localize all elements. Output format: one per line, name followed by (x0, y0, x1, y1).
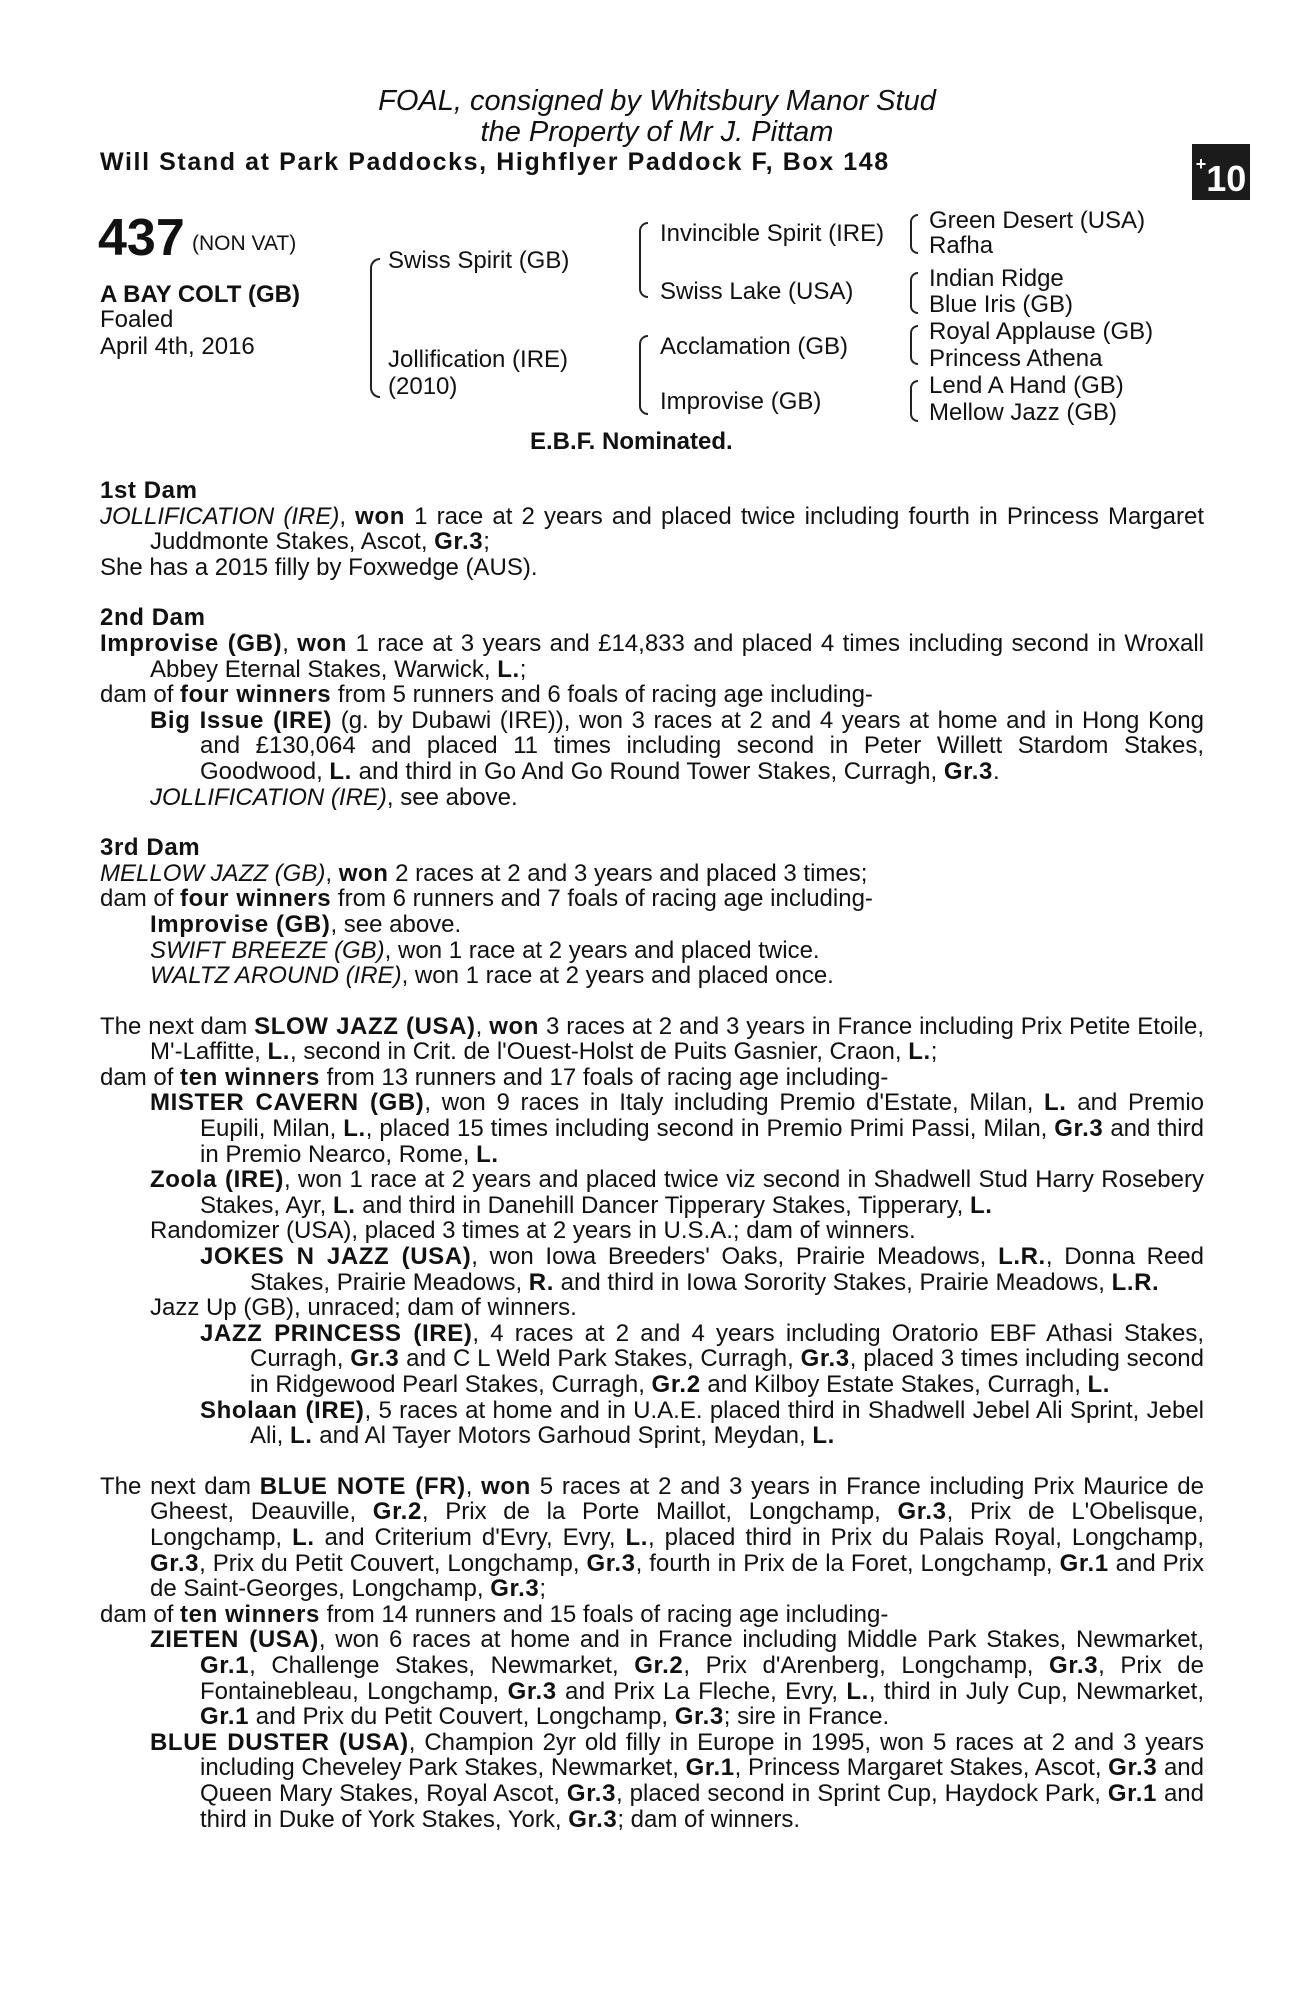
pedigree-dam: Jollification (IRE) (388, 346, 569, 373)
first-dam-heading: 1st Dam (100, 477, 198, 504)
pedigree-sss: Green Desert (USA) (929, 207, 1146, 234)
pedigree-sire: Swiss Spirit (GB) (388, 247, 570, 274)
pedigree-sdd: Blue Iris (GB) (929, 291, 1074, 318)
property-line: the Property of Mr J. Pittam (480, 116, 834, 148)
foaled-label: Foaled (100, 306, 174, 333)
pedigree-ssd: Rafha (929, 232, 994, 259)
pedigree-ddd: Mellow Jazz (GB) (929, 399, 1118, 426)
third-dam-produce: dam of four winners from 6 runners and 7 foals of racing age including- (100, 885, 873, 913)
produce-zieten: ZIETEN (USA), won 6 races at home and in France including Middle Park Stakes, Newmarket, Gr.1, Challenge Stakes, Newmarket, Gr.2, Prix d'Arenberg, Longchamp, Gr.3, Prix de Fontainebleau, Longchamp, Gr.3 and Prix La Fleche, Evry, L., third in July Cup, Newmarket, Gr.1 and Prix du Petit Couvert, Longchamp, Gr.3; sire in France. (150, 1626, 1205, 1731)
lot-number: 437 (98, 209, 185, 267)
blue-note-record: The next dam BLUE NOTE (FR), won 5 races at 2 and 3 years in France including Prix Maurice de Gheest, Deauville, Gr.2, Prix de la Porte Maillot, Longchamp, Gr.3, Prix de L'Obelisque, Longchamp, L. and Criterium d'Evry, Evry, L., placed third in Prix du Palais Royal, Longchamp, Gr.3, Prix du Petit Couvert, Longchamp, Gr.3, fourth in Prix de la Foret, Longchamp, Gr.1 and Prix de Saint-Georges, Longchamp, Gr.3; (100, 1472, 1205, 1603)
pedigree-dsd: Princess Athena (929, 345, 1103, 372)
slow-jazz-produce: dam of ten winners from 13 runners and 17 foals of racing age including- (100, 1063, 889, 1091)
produce-swift-breeze: SWIFT BREEZE (GB), won 1 race at 2 years and placed twice. (150, 936, 820, 964)
slow-jazz-record: The next dam SLOW JAZZ (USA), won 3 races at 2 and 3 years in France including Prix Petite Etoile, M'-Laffitte, L., second in Crit. de l'Ouest-Holst de Puits Gasnier, Craon, L.; (100, 1012, 1204, 1066)
brace-sd (910, 272, 918, 314)
foaled-date: April 4th, 2016 (100, 333, 255, 360)
produce-improvise: Improvise (GB), see above. (150, 910, 462, 938)
pedigree-sds: Indian Ridge (929, 265, 1064, 292)
stand-location: Will Stand at Park Paddocks, Highflyer Paddock F, Box 148 (100, 148, 890, 176)
consignor-line: FOAL, consigned by Whitsbury Manor Stud (378, 85, 936, 117)
pedigree-ds: Acclamation (GB) (660, 333, 849, 360)
badge-plus: + (1195, 154, 1207, 174)
brace-dd (910, 380, 918, 422)
second-dam-record: Improvise (GB), won 1 race at 3 years and £14,833 and placed 4 times including second in Wroxall Abbey Eternal Stakes, Warwick, L.; (100, 629, 1205, 683)
brace-ss (910, 214, 918, 254)
catalogue-body (100, 478, 1204, 1832)
second-dam-heading: 2nd Dam (100, 604, 206, 632)
second-dam-produce: dam of four winners from 5 runners and 6 foals of racing age including- (100, 681, 873, 709)
produce-randomizer: Randomizer (USA), placed 3 times at 2 years in U.S.A.; dam of winners. (150, 1217, 916, 1245)
produce-sholaan: Sholaan (IRE), 5 races at home and in U.A.E. placed third in Shadwell Jebel Ali Sprint, Jebel Ali, L. and Al Tayer Motors Garhoud Sprint, Meydan, L. (200, 1396, 1205, 1450)
produce-jollification: JOLLIFICATION (IRE), see above. (150, 783, 518, 811)
brace-sire (639, 222, 648, 298)
first-dam-foal: She has a 2015 filly by Foxwedge (AUS). (100, 553, 538, 581)
produce-mister-cavern: MISTER CAVERN (GB), won 9 races in Italy including Premio d'Estate, Milan, L. and Premio Eupili, Milan, L., placed 15 times including second in Premio Primi Passi, Milan, Gr.3 and third in Premio Nearco, Rome, L. (150, 1089, 1205, 1168)
first-dam-record: JOLLIFICATION (IRE), won 1 race at 2 years and placed twice including fourth in Princess Margaret Juddmonte Stakes, Ascot, Gr.3; (100, 502, 1205, 556)
produce-waltz-around: WALTZ AROUND (IRE), won 1 race at 2 years and placed once. (150, 962, 834, 990)
vat-status: (NON VAT) (192, 232, 297, 255)
pedigree-dd: Improvise (GB) (660, 388, 822, 415)
third-dam-record: MELLOW JAZZ (GB), won 2 races at 2 and 3 years and placed 3 times; (100, 859, 868, 887)
third-dam-heading: 3rd Dam (100, 834, 201, 862)
pedigree-dam-year: (2010) (388, 373, 458, 400)
blue-note-produce: dam of ten winners from 14 runners and 15 foals of racing age including- (100, 1600, 889, 1628)
pedigree-sd: Swiss Lake (USA) (660, 278, 854, 305)
lot-name: A BAY COLT (GB) (100, 281, 301, 308)
produce-big-issue: Big Issue (IRE) (g. by Dubawi (IRE)), won 3 races at 2 and 4 years at home and in Hong Kong and £130,064 and placed 11 times including second in Peter Willett Stardom Stakes, Goodwood, L. and third in Go And Go Round Tower Stakes, Curragh, Gr.3. (150, 706, 1205, 785)
pedigree-ss: Invincible Spirit (IRE) (660, 220, 885, 247)
pedigree-dds: Lend A Hand (GB) (929, 372, 1124, 399)
brace-parents (370, 258, 380, 398)
pedigree-dss: Royal Applause (GB) (929, 318, 1154, 345)
produce-zoola: Zoola (IRE), won 1 race at 2 years and placed twice viz second in Shadwell Stud Harry Rosebery Stakes, Ayr, L. and third in Danehill Dancer Tipperary Stakes, Tipperary, L. (150, 1166, 1204, 1219)
ebf-nominated: E.B.F. Nominated. (530, 428, 733, 455)
lot-badge (1192, 144, 1250, 200)
brace-ds (910, 325, 918, 365)
badge-number: 10 (1206, 158, 1247, 199)
produce-jazz-up: Jazz Up (GB), unraced; dam of winners. (150, 1294, 577, 1322)
brace-dam (639, 335, 648, 415)
produce-jokes-n-jazz: JOKES N JAZZ (USA), won Iowa Breeders' Oaks, Prairie Meadows, L.R., Donna Reed Stakes, Prairie Meadows, R. and third in Iowa Sorority Stakes, Prairie Meadows, L.R. (200, 1243, 1205, 1296)
produce-blue-duster: BLUE DUSTER (USA), Champion 2yr old filly in Europe in 1995, won 5 races at 2 and 3 years including Cheveley Park Stakes, Newmarket, Gr.1, Princess Margaret Stakes, Ascot, Gr.3 and Queen Mary Stakes, Royal Ascot, Gr.3, placed second in Sprint Cup, Haydock Park, Gr.1 and third in Duke of York Stakes, York, Gr.3; dam of winners. (150, 1728, 1204, 1833)
produce-jazz-princess: JAZZ PRINCESS (IRE), 4 races at 2 and 4 years including Oratorio EBF Athasi Stakes, Curragh, Gr.3 and C L Weld Park Stakes, Curragh, Gr.3, placed 3 times including second in Ridgewood Pearl Stakes, Curragh, Gr.2 and Kilboy Estate Stakes, Curragh, L. (200, 1319, 1204, 1398)
